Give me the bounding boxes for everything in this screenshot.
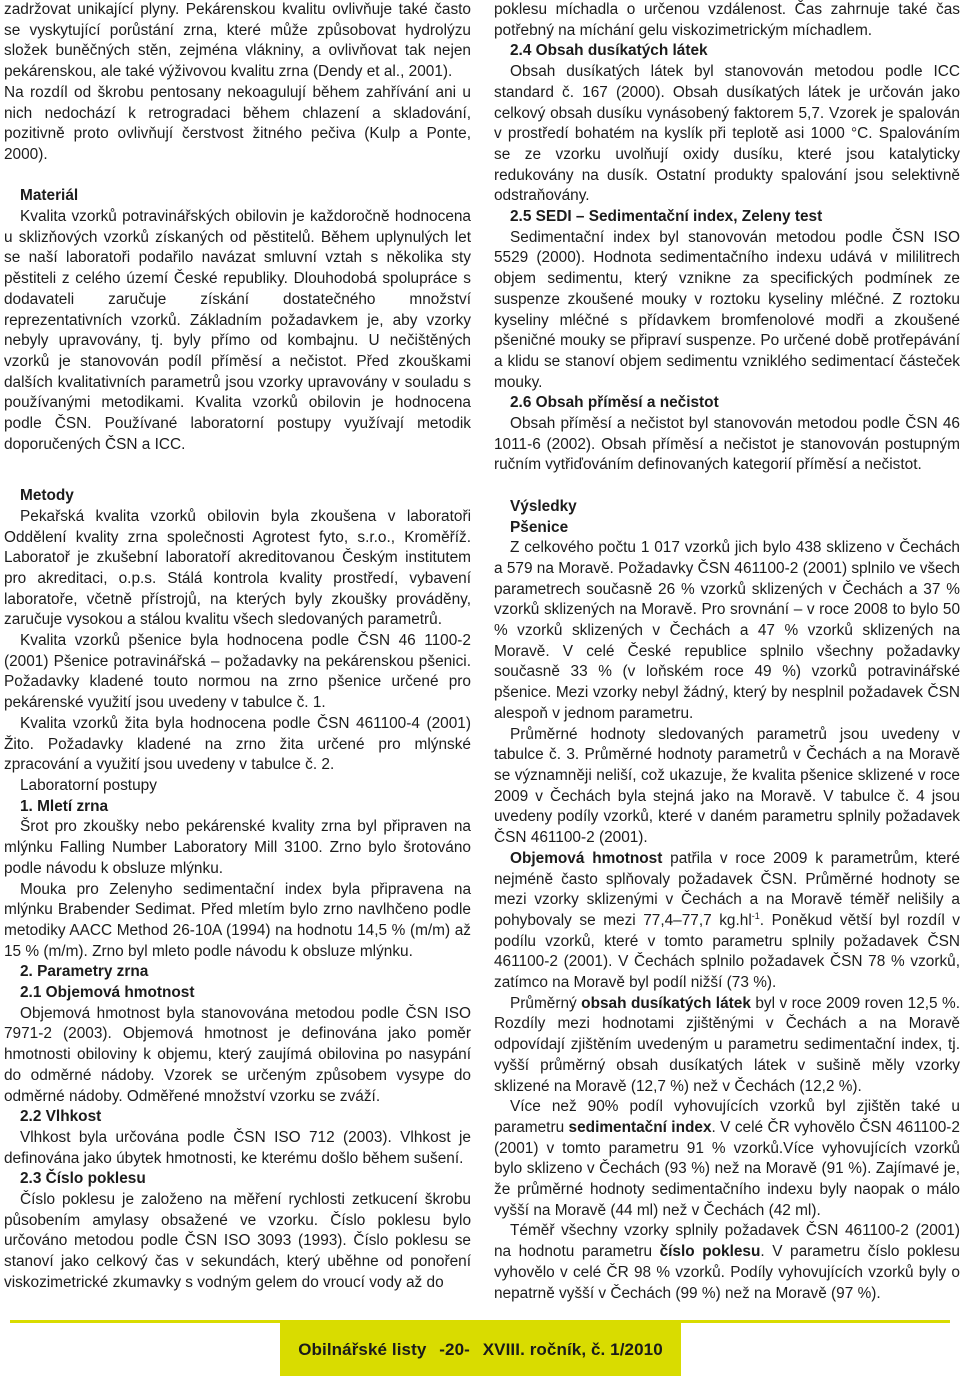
- paragraph: Vlhkost byla určována podle ČSN ISO 712 (2003). Vlhkost je definována jako úbytek hmotnosti, ke kterému došlo během sušení.: [4, 1128, 471, 1167]
- paragraph: poklesu míchadla o určenou vzdálenost. Čas zahrnuje také čas potřebný na míchání gelu viskozimetrickým míchadlem.: [494, 1, 960, 39]
- paragraph: Objemová hmotnost byla stanovována metodou podle ČSN ISO 7971-2 (2003). Objemová hmotnost je definována jako poměr hmotnosti obiloviny k objemu, který zaujímá obilovina po nasypání do odměrné nádoby. Vzorek se určeným způsobem vysype do odměrné nádoby. Odměřené množství vzorku se zváží.: [4, 1004, 471, 1105]
- text-run: . V parametru číslo poklesu vyhovělo v celé ČR 98 % vzorků. Podíly vyhovujících vzorků byly o nepatrně vyšší v Čechách (99 %) než na Moravě (97 %).: [494, 1243, 960, 1302]
- bold-term: sedimentační index: [568, 1118, 712, 1136]
- paragraph: Sedimentační index byl stanovován metodou podle ČSN ISO 5529 (2000). Hodnota sedimentačního indexu udává v mililitrech objem sedimentu, který vznikne za specifických podmínek ze suspenze zkoušené mouky v roztoku kyseliny mléčné. Z roztoku kyseliny mléčné s přídavkem bromfenolové modři a zkoušené pšeničné mouky se připraví suspenze. Po určené době protřepávání a klidu se stanoví objem sedimentu vzniklého sedimentací částeček mouky.: [494, 228, 960, 391]
- text-run: byl v roce 2009 roven 12,5 %. Rozdíly mezi hodnotami zjištěnými v Čechách a na Moravě odpovídají zjištěním uvedeným u parametru sedimentační index, tj. vyšší průměrný obsah dusíkatých látek v sušině měly vzorky sklizené na Moravě (12,7 %) než v Čechách (12,2 %).: [494, 994, 960, 1095]
- subheading-objem: 2.1 Objemová hmotnost: [20, 984, 195, 1002]
- superscript: -1: [751, 910, 760, 921]
- paragraph: Číslo poklesu je založeno na měření rychlosti zetkucení škrobu působením amylasy obsažené ve vzorku. Číslo poklesu bylo určováno metodou podle ČSN ISO 3093 (1993). Číslo poklesu se stanoví jako celkový čas v sekundách, který uběhne od ponoření viskozimetrické zkumavky s vodným gelem do vroucí vody až do: [4, 1191, 471, 1291]
- paragraph: Kvalita vzorků žita byla hodnocena podle ČSN 461100-4 (2001) Žito. Požadavky kladené na zrno žita určené pro mlýnské zpracování a využití jsou uvedeny v tabulce č. 2.: [4, 714, 471, 774]
- paragraph: [494, 849, 960, 994]
- paragraph: Pekařská kvalita vzorků obilovin byla zkoušena v laboratoři Oddělení kvality zrna společnosti Agrotest fyto, s.r.o., Kroměříž. Laboratoř je zkušební laboratoří akreditovanou Českým institutem pro akreditaci, o.p.s. Stálá kontrola kvality prostředí, vybavení laboratoře, včetně přístrojů, na kterých byly zkoušky prováděny, zaručuje vysokou a stálou kvalitu všech sledovaných parametrů.: [4, 507, 471, 629]
- section-heading-material: Materiál: [20, 187, 79, 205]
- left-column: [4, 0, 471, 1294]
- paragraph: Na rozdíl od škrobu pentosany nekoagulují během zahřívání ani u nich nedochází k retrogradaci během chlazení a skladování, pozitivně proto ovlivňují čerstvost žitného pečiva (Kulp a Ponte, 2000).: [4, 83, 471, 163]
- paragraph: Kvalita vzorků pšenice byla hodnocena podle ČSN 46 1100-2 (2001) Pšenice potravinářská – požadavky na pekárenskou pšenici. Požadavky kladené touto normou na zrno pšenice určené pro pekárenské využití jsou uvedeny v tabulce č. 1.: [4, 632, 471, 712]
- subheading-cislo-poklesu: 2.3 Číslo poklesu: [20, 1170, 146, 1188]
- right-column: [494, 0, 960, 1304]
- section-heading-vysledky: Výsledky: [510, 497, 577, 515]
- bold-term: Objemová hmotnost: [510, 849, 663, 867]
- footer-caption: [280, 1340, 681, 1360]
- paragraph: Kvalita vzorků potravinářských obilovin je každoročně hodnocena u sklizňových vzorků získaných od pěstitelů. Během uplynulých let se naší laboratoři podařilo navázat smluvní vztah s několika sty pěstiteli z celého území České republiky. Dlouhodobá spolupráce s dodavateli zaručuje získání dostatečného množství reprezentativních vzorků. Základním požadavkem je, aby vzorky nebyly upravovány, tj. byly přímo od kombajnu. U nečištěných vzorků je stanovován podíl příměsí a nečistot. Před zkouškami dalších kvalitativních parametrů jsou vzorky upravovány v souladu s používanými metodikami. Kvalita vzorků obilovin je hodnocena podle ČSN. Používané laboratorní postupy využívají metodik doporučených ČSN a ICC.: [4, 208, 471, 453]
- subheading-dusik: 2.4 Obsah dusíkatých látek: [510, 42, 708, 60]
- journal-name: Obilnářské listy: [298, 1340, 427, 1359]
- paragraph: Obsah příměsí a nečistot byl stanovován metodou podle ČSN 46 1011-6 (2002). Obsah příměsí a nečistot je stanovován postupným ručním vytřiďováním definovaných kategorií příměsí a nečistot.: [494, 415, 960, 474]
- paragraph: Šrot pro zkoušky nebo pekárenské kvality zrna byl připraven na mlýnku Falling Number Laboratory Mill 3100. Zrno bylo šrotováno podle návodu k obsluze mlýnku.: [4, 818, 471, 877]
- paragraph: [494, 1221, 960, 1304]
- page-number: -20-: [439, 1340, 470, 1359]
- text-run: . V celé ČR vyhovělo ČSN 461100-2 (2001) v tomto parametru 91 % vzorků.Více vyhovujících vzorků bylo sklizeno v Čechách (93 %) než na Moravě (91 %). Zajímavé je, že průměrné hodnoty sedimentačního indexu byly naopak o málo vyšší na Moravě (44 ml) než v Čechách (42 ml).: [494, 1118, 960, 1219]
- subsection-label: Laboratorní postupy: [20, 776, 157, 794]
- text-run: Průměrný: [510, 994, 582, 1012]
- paragraph: [494, 994, 960, 1098]
- paragraph: Průměrné hodnoty sledovaných parametrů jsou uvedeny v tabulce č. 3. Průměrné hodnoty parametrů v Čechách a na Moravě se významněji neliší, což ukazuje, že kvalita pšenice sklizené v roce 2009 v Čechách byla stejná jako na Moravě. V tabulce č. 4 jsou uvedeny podíly vzorků, které v daném parametru splnily požadavek ČSN 461100-2 (2001).: [494, 725, 960, 847]
- bold-term: obsah dusíkatých látek: [581, 994, 751, 1012]
- paragraph: zadržovat unikající plyny. Pekárenskou kvalitu ovlivňuje také často se vyskytující porůstání zrna, které může způsobovat hydrolýzu složek buněčných stěn, zejména vlákniny, a ovlivňovat tak nejen pekárenskou, ale také výživovou kvalitu zrna (Dendy et al., 2001).: [4, 1, 471, 81]
- text-run: . Poněkud větší byl rozdíl v podílu vzorků, které v tomto parametru splnily požadavek ČSN 461100-2 (2001). V Čechách splnilo požadavek ČSN 78 % vzorků, zatímco na Moravě byl podíl nižší (73 %).: [494, 911, 960, 992]
- text-run: Více než 90% podíl vyhovujících vzorků byl zjištěn také u parametru: [494, 1098, 960, 1136]
- subheading-mleti: 1. Mletí zrna: [20, 797, 109, 815]
- subheading-parametry: 2. Parametry zrna: [20, 963, 149, 981]
- paragraph: Z celkového počtu 1 017 vzorků jich bylo 438 sklizeno v Čechách a 579 na Moravě. Požadavky ČSN 461100-2 (2001) splnilo ve všech parametrech současně 26 % vzorků sklizených v Čechách a 37 % vzorků sklizených na Moravě. Pro srovnání – v roce 2008 to bylo 50 % vzorků sklizených v Čechách a 47 % vzorků sklizených na Moravě. V celé České republice splnilo všechny požadavky současně 33 % (v loňském roce 49 %) vzorků potravinářské pšenice. Mezi vzorky nebyl žádný, který by nesplnil požadavek ČSN alespoň v jednom parametru.: [494, 539, 960, 722]
- paragraph: Mouka pro Zelenyho sedimentační index byla připravena na mlýnku Brabender Sedimat. Před mletím bylo zrno navlhčeno podle metodiky AACC Method 26-10A (1994) na hodnotu 14,5 % (m/m) až 15 % (m/m). Zrno byl mleto podle návodu k obsluze mlýnku.: [4, 880, 471, 960]
- subheading-primesi: 2.6 Obsah příměsí a nečistot: [510, 394, 719, 412]
- section-heading-metody: Metody: [20, 487, 74, 505]
- subheading-psenice: Pšenice: [510, 518, 569, 536]
- text-run: Téměř všechny vzorky splnily požadavek ČSN 461100-2 (2001) na hodnotu parametru: [494, 1222, 960, 1261]
- bold-term: číslo poklesu: [659, 1243, 761, 1261]
- issue-info: XVIII. ročník, č. 1/2010: [482, 1340, 663, 1359]
- subheading-vlhkost: 2.2 Vlhkost: [20, 1108, 102, 1126]
- text-run: patřila v roce 2009 k parametrům, které nejméně často splňovaly požadavek ČSN. Průměrné hodnoty se mezi vzorky sklizenými v Čechách a na Moravě téměř nelišily a pohybovaly se mezi 77,4–77,7 kg.hl: [494, 849, 960, 929]
- subheading-sedi: 2.5 SEDI – Sedimentační index, Zeleny test: [510, 208, 823, 226]
- paragraph: Obsah dusíkatých látek byl stanovován metodou podle ICC standard č. 167 (2000). Obsah dusíkatých látek je určován jako celkový obsah dusíku vynásobený faktorem 5,7. Vzorek je spalován v prostředí bohatém na kyslík při teplotě asi 1000 °C. Spalováním se ze vzorku uvolňují oxidy dusíku, které jsou katalyticky redukovány na dusík. Ostatní produkty spalování jsou selektivně odstraňovány.: [494, 63, 960, 205]
- paragraph: [494, 1097, 960, 1221]
